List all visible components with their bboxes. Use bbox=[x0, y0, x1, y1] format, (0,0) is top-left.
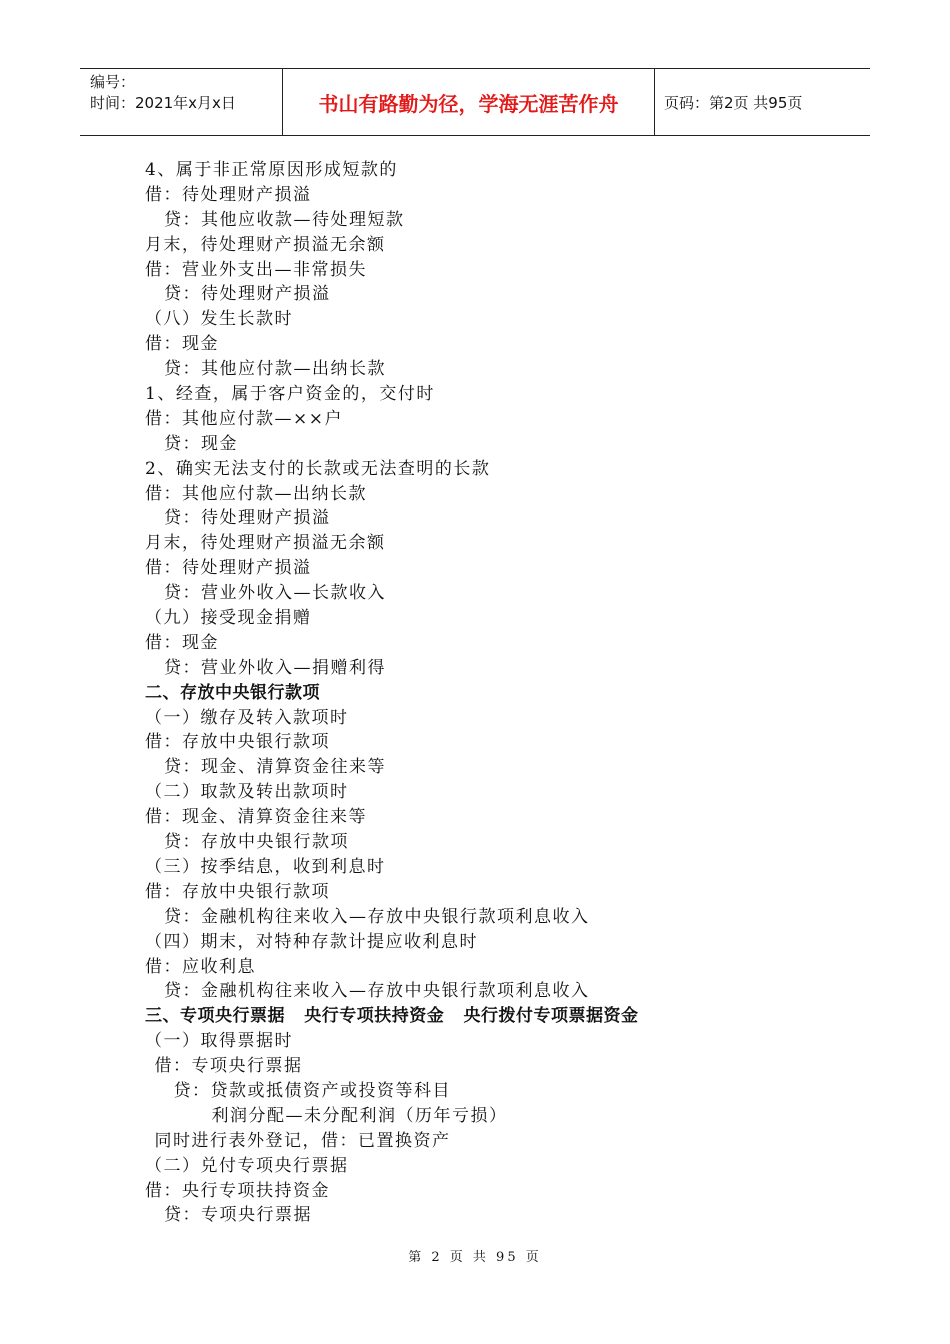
text-line: 借：应收利息 bbox=[145, 956, 256, 977]
header-meta-cell bbox=[80, 69, 283, 135]
text-line: 贷：待处理财产损溢 bbox=[164, 508, 331, 529]
text-line: 贷：营业外收入—长款收入 bbox=[164, 583, 386, 604]
text-line: 借：待处理财产损溢 bbox=[145, 184, 312, 205]
text-line: 月末，待处理财产损溢无余额 bbox=[145, 234, 386, 255]
text-line: （一）取得票据时 bbox=[145, 1031, 293, 1052]
text-line: 贷：存放中央银行款项 bbox=[164, 832, 349, 853]
text-line: 贷：现金 bbox=[164, 433, 238, 454]
text-line: 1、经查，属于客户资金的，交付时 bbox=[145, 384, 435, 405]
text-line: 同时进行表外登记，借：已置换资产 bbox=[154, 1130, 451, 1151]
text-line: 贷：营业外收入—捐赠利得 bbox=[164, 657, 386, 678]
text-line: （四）期末，对特种存款计提应收利息时 bbox=[145, 931, 478, 952]
section-heading: 二、存放中央银行款项 bbox=[145, 682, 320, 703]
text-line: 借：现金 bbox=[145, 632, 219, 653]
text-line: （九）接受现金捐赠 bbox=[145, 608, 312, 629]
page-footer: 第 2 页 共 95 页 bbox=[408, 1250, 542, 1265]
document-header bbox=[80, 68, 870, 136]
text-line: （二）兑付专项央行票据 bbox=[145, 1155, 349, 1176]
text-line: 贷：现金、清算资金往来等 bbox=[164, 757, 386, 778]
text-line: 借：待处理财产损溢 bbox=[145, 558, 312, 579]
text-line: 贷：其他应收款—待处理短款 bbox=[164, 209, 405, 230]
text-line: 贷：金融机构往来收入—存放中央银行款项利息收入 bbox=[164, 981, 590, 1002]
text-line: 贷：贷款或抵债资产或投资等科目 bbox=[173, 1080, 451, 1101]
text-line: 月末，待处理财产损溢无余额 bbox=[145, 533, 386, 554]
text-line: （一）缴存及转入款项时 bbox=[145, 707, 349, 728]
document-number-label: 编号： bbox=[90, 73, 136, 91]
text-line: 借：存放中央银行款项 bbox=[145, 732, 330, 753]
text-line: 贷：金融机构往来收入—存放中央银行款项利息收入 bbox=[164, 906, 590, 927]
text-line: 借：现金 bbox=[145, 334, 219, 355]
text-line: 2、确实无法支付的长款或无法查明的长款 bbox=[145, 458, 491, 479]
header-page-code: 页码：第2页 共95页 bbox=[664, 93, 803, 112]
text-line: 贷：待处理财产损溢 bbox=[164, 284, 331, 305]
document-body bbox=[145, 158, 845, 1228]
text-line: 贷：其他应付款—出纳长款 bbox=[164, 359, 386, 380]
text-line: 借：存放中央银行款项 bbox=[145, 881, 330, 902]
text-line: 借：央行专项扶持资金 bbox=[145, 1180, 330, 1201]
text-line: 借：专项央行票据 bbox=[154, 1056, 303, 1077]
text-line: 借：其他应付款—××户 bbox=[145, 408, 343, 429]
text-line: （三）按季结息，收到利息时 bbox=[145, 856, 386, 877]
text-line: 4、属于非正常原因形成短款的 bbox=[145, 160, 398, 180]
document-time-label: 时间：2021年x月x日 bbox=[90, 94, 236, 112]
section-heading: 三、专项央行票据 央行专项扶持资金 央行拨付专项票据资金 bbox=[145, 1006, 639, 1027]
text-line: 借：营业外支出—非常损失 bbox=[145, 259, 367, 280]
text-line: （八）发生长款时 bbox=[145, 309, 293, 330]
text-line: 利润分配—未分配利润（历年亏损） bbox=[211, 1105, 508, 1126]
text-line: 贷：专项央行票据 bbox=[164, 1205, 312, 1226]
text-line: 借：其他应付款—出纳长款 bbox=[145, 483, 367, 504]
text-line: （二）取款及转出款项时 bbox=[145, 782, 349, 803]
header-motto: 书山有路勤为径，学海无涯苦作舟 bbox=[283, 69, 655, 135]
text-line: 借：现金、清算资金往来等 bbox=[145, 807, 367, 828]
